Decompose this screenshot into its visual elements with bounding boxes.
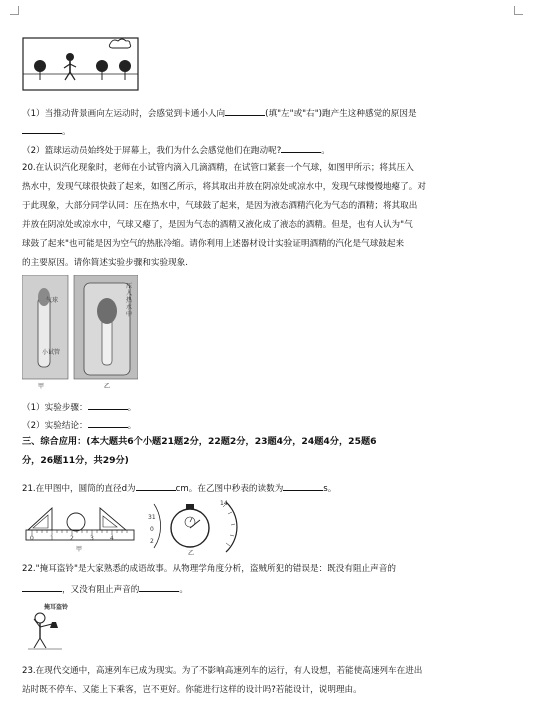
label-jia: 甲 [38, 383, 45, 390]
label-yi-stopwatch: 乙 [188, 550, 195, 557]
q21-text: 21.在甲图中，圆筒的直径d为 cm。在乙图中秒表的读数为 s。 [22, 481, 336, 495]
balloon-photo-figure [22, 275, 138, 391]
q19-part2: （2）篮球运动员始终处于屏幕上，我们为什么会感觉他们在跑动呢? 。 [22, 143, 330, 157]
cover-ears-bell-figure [22, 602, 92, 652]
q20-line-2: 热水中，发现气球很快鼓了起来，如图乙所示，将其取出并放在阴凉处或凉水中，发现气球慢慢地瘪了。对 [22, 182, 426, 192]
bell-icon [50, 622, 58, 628]
q20-line-1: 20.在认识汽化现象时，老师在小试管内滴入几滴酒精，在试管口紧套一个气球，如图甲所示；将其压入 [22, 163, 414, 173]
q19-part1-cont: 。 [22, 124, 71, 138]
q23-line-2: 站时既不停车、又能上下乘客，岂不更好。你能进行这样的设计吗?若能设计，说明理由。 [22, 685, 362, 695]
q21-blank-diameter[interactable] [136, 481, 176, 491]
label-yi: 乙 [104, 383, 111, 390]
q19-blank-direction[interactable] [225, 106, 265, 116]
label-tube: 小试管 [42, 349, 61, 356]
label-press-hot-water: 压入热水中 [126, 283, 133, 318]
q20-line-4: 并放在阴凉处或凉水中，气球又瘪了，是因为气态的酒精又液化成了液态的酒精。但是，也有人认为"气 [22, 220, 413, 230]
cartoon-runner-figure [22, 30, 140, 92]
q20-blank-steps[interactable] [88, 400, 128, 410]
q22-blank-source[interactable] [22, 582, 62, 592]
q19-part1: （1）当推动背景画向左运动时，会感觉到卡通小人向 (填"左"或"右")跑产生这种感觉的原因是 [22, 106, 417, 120]
inflated-balloon-icon [97, 298, 117, 324]
q20-blank-conclusion[interactable] [88, 418, 128, 428]
q22-blank-propagation[interactable] [139, 582, 179, 592]
q20-line-5: 球鼓了起来"也可能是因为空气的热胀冷缩。请你利用上述器材设计实验证明酒精的汽化是气球鼓起来 [22, 239, 405, 249]
q20-line-6: 的主要原因。请你简述实验步骤和实验现象. [22, 258, 189, 268]
tree-icon [34, 60, 46, 72]
q21-blank-stopwatch[interactable] [283, 481, 323, 491]
label-jia-ruler: 甲 [76, 546, 83, 553]
label-balloon: 气球 [46, 297, 59, 304]
crop-mark-top-left [10, 6, 19, 15]
cylinder-icon [67, 513, 85, 531]
q23-line-1: 23.在现代交通中，高速列车已成为现实。为了不影响高速列车的运行，有人设想，若能使高速列车在进出 [22, 666, 423, 676]
section-3-heading: 三、综合应用：(本大题共6个小题21题2分，22题2分，23题4分，24题4分，25题6 [22, 436, 377, 447]
q19-blank-why[interactable] [281, 143, 321, 153]
section-3-heading-cont: 分，26题11分，共29分) [22, 455, 129, 466]
stopwatch-figure: 31 0 2 14 乙 [148, 498, 238, 556]
crop-mark-top-right [514, 6, 523, 15]
q22-line-2: ，又没有阻止声音的 。 [22, 582, 188, 596]
runner-icon [64, 53, 76, 80]
test-tube-icon [38, 297, 50, 367]
q20-step: （1）实验步骤： 。 [22, 400, 136, 414]
cloud-icon [109, 39, 130, 48]
label-cover-ears: 掩耳盗铃 [44, 604, 69, 611]
q19-blank-reason[interactable] [22, 124, 62, 134]
q20-line-3: 于此现象，大部分同学认同：压在热水中，气球鼓了起来，是因为液态酒精汽化为气态的酒精；将其取出 [22, 201, 418, 211]
q20-conclusion: （2）实验结论： 。 [22, 418, 136, 432]
ruler-triangle-figure: 0 1 2 3 4 甲 [22, 500, 138, 552]
q22-line-1: 22."掩耳盗铃"是大家熟悉的成语故事。从物理学角度分析，盗贼所犯的错误是：既没有阻止声音的 [22, 564, 396, 574]
